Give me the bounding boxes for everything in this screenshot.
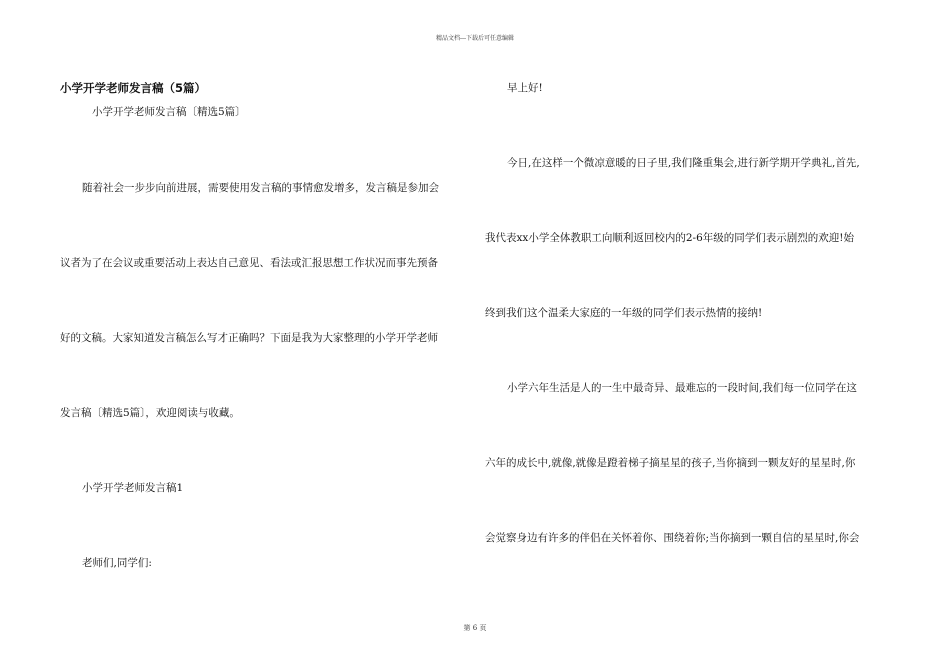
right-paragraph-line-2: 我代表xx小学全体教职工向顺利返回校内的2-6年级的同学们表示剧烈的欢迎!始 bbox=[485, 232, 854, 244]
right-greeting: 早上好! bbox=[507, 82, 543, 94]
left-paragraph-line-3: 好的文稿。大家知道发言稿怎么写才正确吗？下面是我为大家整理的小学开学老师 bbox=[60, 332, 438, 344]
left-paragraph-line-4: 发言稿〔精选5篇〕，欢迎阅读与收藏。 bbox=[60, 407, 240, 419]
right-paragraph-line-3: 终到我们这个温柔大家庭的一年级的同学们表示热情的接纳! bbox=[485, 307, 763, 319]
left-paragraph-line-1: 随着社会一步步向前进展，需要使用发言稿的事情愈发增多，发言稿是参加会 bbox=[82, 182, 439, 194]
page-number: 第 6 页 bbox=[463, 624, 487, 632]
right-paragraph-line-6: 会觉察身边有许多的伴侣在关怀着你、围绕着你;当你摘到一颗自信的星星时,你会 bbox=[485, 532, 860, 544]
subtitle: 小学开学老师发言稿〔精选5篇〕 bbox=[92, 106, 246, 118]
right-paragraph-line-1: 今日,在这样一个微凉意暖的日子里,我们隆重集会,进行新学期开学典礼,首先, bbox=[507, 157, 860, 169]
right-paragraph-line-5: 六年的成长中,就像,就像是蹬着梯子摘星星的孩子,当你摘到一颗友好的星星时,你 bbox=[485, 457, 856, 469]
left-greeting: 老师们,同学们: bbox=[82, 557, 152, 569]
document-title: 小学开学老师发言稿（5篇） bbox=[60, 81, 207, 95]
left-paragraph-line-2: 议者为了在会议或重要活动上表达自己意见、看法或汇报思想工作状况而事先预备 bbox=[60, 257, 438, 269]
page-header: 精品文档---下载后可任意编辑 bbox=[435, 35, 515, 42]
right-paragraph-line-4: 小学六年生活是人的一生中最奇异、最难忘的一段时间,我们每一位同学在这 bbox=[507, 382, 857, 394]
section-heading: 小学开学老师发言稿1 bbox=[82, 482, 184, 494]
